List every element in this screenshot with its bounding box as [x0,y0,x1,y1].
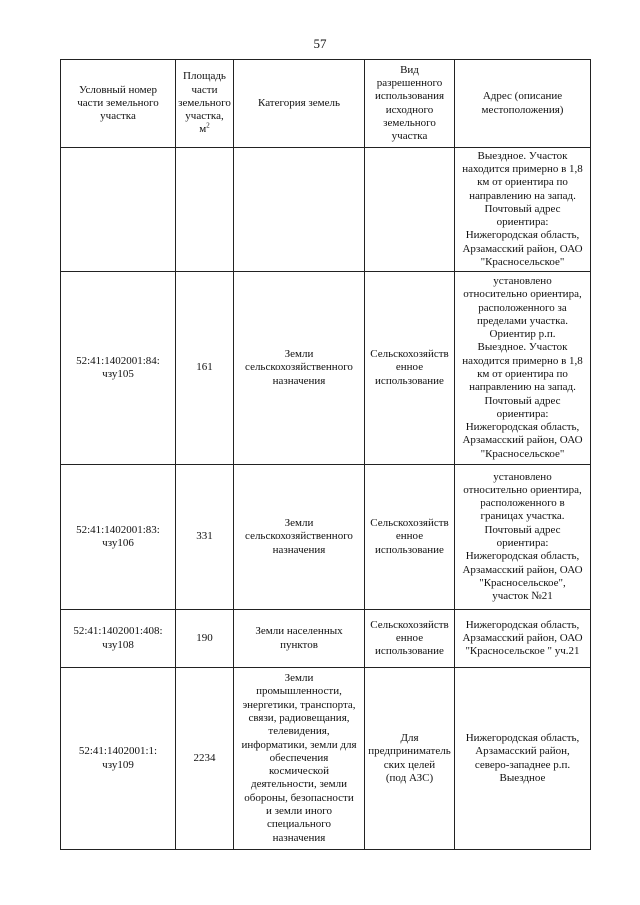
header-part-number: Условный номер части земельного участка [61,60,176,148]
table-row [61,610,591,668]
cell-permitted-use: Для предприниматель ских целей (под АЗС) [365,668,455,850]
cell-part-number: 52:41:1402001:84: чзу105 [61,272,176,465]
cell-land-category: Земли населенных пунктов [234,610,365,668]
cell-address: Нижегородская область, Арзамасский район, северо-западнее р.п. Выездное [455,668,591,850]
cell-address: установлено относительно ориентира, расположенного в границах участка. Почтовый адрес ориентира: Нижегородская область, Арзамасский район, ОАО "Красносельское", участок №21 [455,465,591,610]
cell-area: 190 [176,610,234,668]
cell-permitted-use [365,148,455,272]
cell-area: 161 [176,272,234,465]
cell-area: 2234 [176,668,234,850]
header-land-category: Категория земель [234,60,365,148]
table-header-row [61,60,591,148]
cell-permitted-use: Сельскохозяйств енное использование [365,465,455,610]
cell-land-category [234,148,365,272]
table-row [61,272,591,465]
table-row [61,668,591,850]
table-row [61,465,591,610]
header-permitted-use: Вид разрешенного использования исходного земельного участка [365,60,455,148]
table-row [61,148,591,272]
cell-land-category: Земли сельскохозяйственного назначения [234,465,365,610]
cell-part-number: 52:41:1402001:83: чзу106 [61,465,176,610]
cell-address: Нижегородская область, Арзамасский район, ОАО "Красносельское " уч.21 [455,610,591,668]
cell-permitted-use: Сельскохозяйств енное использование [365,272,455,465]
cell-permitted-use: Сельскохозяйств енное использование [365,610,455,668]
header-area: Площадь части земельного участка, $м^2$ [176,60,234,148]
land-parcels-table [60,59,591,850]
area-unit-superscript: 2 [206,121,210,130]
cell-part-number [61,148,176,272]
cell-area: 331 [176,465,234,610]
cell-area [176,148,234,272]
page-number: 57 [313,36,327,51]
header-address: Адрес (описание местоположения) [455,60,591,148]
cell-part-number: 52:41:1402001:408: чзу108 [61,610,176,668]
cell-land-category: Земли промышленности, энергетики, транспорта, связи, радиовещания, телевидения, информатики, земли для обеспечения космической деятельности, земли обороны, безопасности и земли иного специального назначения [234,668,365,850]
cell-land-category: Земли сельскохозяйственного назначения [234,272,365,465]
cell-address: установлено относительно ориентира, расположенного за пределами участка. Ориентир р.п. Выездное. Участок находится примерно в 1,8 км от ориентира по направлению на запад. Почтовый адрес ориентира: Нижегородская область, Арзамасский район, ОАО "Красносельское" [455,272,591,465]
cell-address: Выездное. Участок находится примерно в 1,8 км от ориентира по направлению на запад. Почтовый адрес ориентира: Нижегородская область, Арзамасский район, ОАО "Красносельское" [455,148,591,272]
cell-part-number: 52:41:1402001:1: чзу109 [61,668,176,850]
